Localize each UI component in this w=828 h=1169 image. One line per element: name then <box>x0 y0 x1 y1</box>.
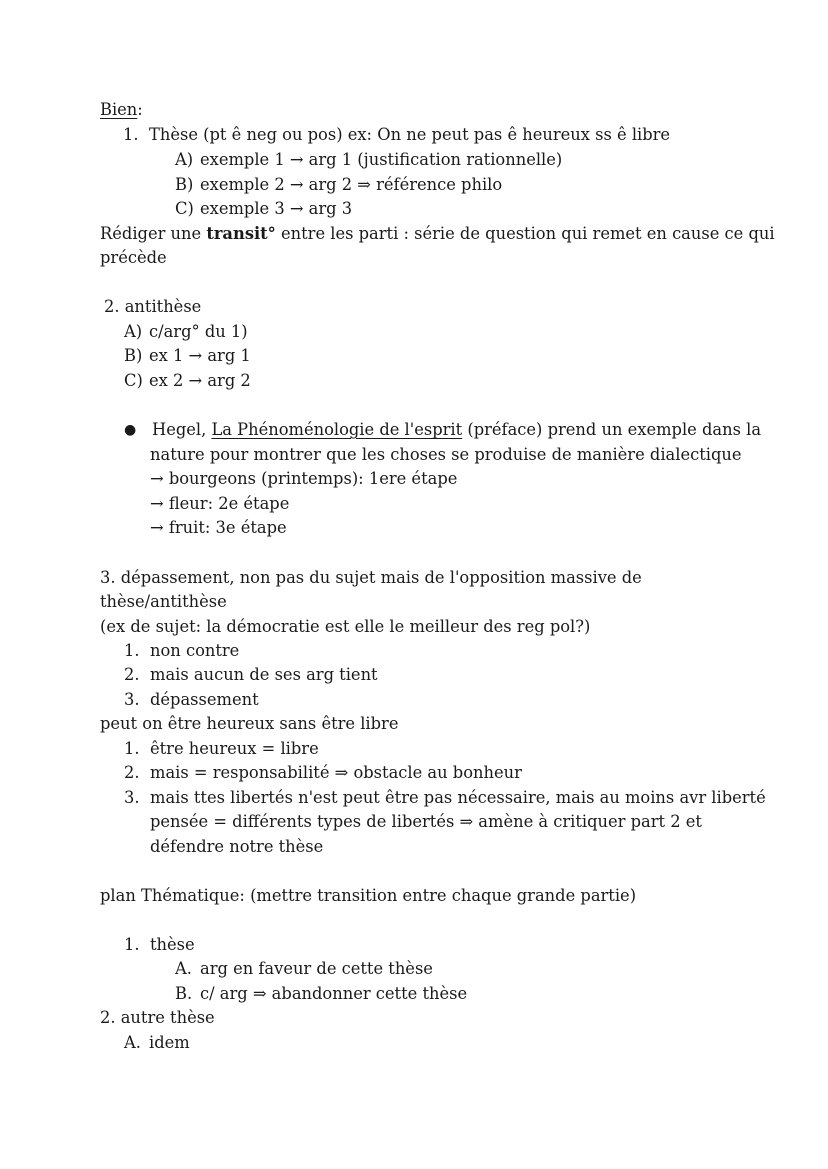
list-marker: A. <box>124 1033 141 1052</box>
list-item <box>124 763 522 783</box>
hegel-step: → fruit: 3e étape <box>150 518 287 537</box>
list-item <box>124 935 195 955</box>
depassement-line1: 3. dépassement, non pas du sujet mais de l'opposition massive de <box>100 568 642 587</box>
paragraph-rediger-line2: précède <box>100 248 167 267</box>
list-marker: A) <box>175 150 194 169</box>
list-item <box>124 641 239 661</box>
list-item <box>124 371 251 391</box>
list-marker: 1. <box>124 935 140 954</box>
text-run: entre les parti : série de question qui remet en cause ce qui <box>275 224 775 243</box>
list-item-text: Thèse (pt ê neg ou pos) ex: On ne peut pas ê heureux ss ê libre <box>149 125 671 144</box>
list-marker: 3. <box>124 690 140 709</box>
section-title-antithese: 2. antithèse <box>104 297 202 316</box>
list-item <box>124 665 378 685</box>
text-run: Hegel, <box>152 420 212 439</box>
list-item <box>123 125 670 145</box>
paragraph-rediger <box>100 224 775 244</box>
list-item-text: exemple 2 → arg 2 ⇒ référence philo <box>200 175 503 194</box>
list-item-continuation: pensée = différents types de libertés ⇒ amène à critiquer part 2 et <box>150 812 702 831</box>
list-item-text: c/ arg ⇒ abandonner cette thèse <box>200 984 468 1003</box>
list-item-text: exemple 1 → arg 1 (justification rationnelle) <box>200 150 563 169</box>
list-marker: C) <box>175 199 194 218</box>
list-marker: B) <box>124 346 143 365</box>
heading-colon: : <box>137 100 143 119</box>
sub-list-item <box>175 959 433 979</box>
list-marker: 2. <box>124 665 140 684</box>
sub-list-item <box>175 199 352 219</box>
list-item-text: être heureux = libre <box>150 739 319 758</box>
list-marker: B) <box>175 175 194 194</box>
list-marker: 2. <box>124 763 140 782</box>
text-run: Rédiger une <box>100 224 207 243</box>
plan-item-2: 2. autre thèse <box>100 1008 215 1027</box>
list-marker: A) <box>124 322 143 341</box>
list-item-text: mais = responsabilité ⇒ obstacle au bonheur <box>150 763 522 782</box>
depassement-example: (ex de sujet: la démocratie est elle le meilleur des reg pol?) <box>100 617 591 636</box>
list-item-text: exemple 3 → arg 3 <box>200 199 353 218</box>
list-marker: 3. <box>124 788 140 807</box>
list-marker: B. <box>175 984 193 1003</box>
list-item-text: non contre <box>150 641 240 660</box>
list-marker: 1. <box>124 641 140 660</box>
bullet-icon: ● <box>124 422 137 438</box>
list-item-text: thèse <box>150 935 195 954</box>
hegel-step: → bourgeons (printemps): 1ere étape <box>150 469 458 488</box>
list-item <box>124 322 248 342</box>
list-item <box>124 788 766 808</box>
list-marker: C) <box>124 371 143 390</box>
book-title: La Phénoménologie de l'esprit <box>211 420 463 439</box>
list-item <box>124 346 251 366</box>
bold-term: transit° <box>206 224 276 243</box>
list-item-text: dépassement <box>150 690 259 709</box>
list-item-text: c/arg° du 1) <box>149 322 248 341</box>
depassement-line2: thèse/antithèse <box>100 592 227 611</box>
sub-list-item <box>175 150 562 170</box>
sub-list-item <box>175 984 467 1004</box>
plan-title: plan Thématique: (mettre transition entre chaque grande partie) <box>100 886 637 905</box>
list-item-text: arg en faveur de cette thèse <box>200 959 433 978</box>
list-item-text: ex 2 → arg 2 <box>149 371 251 390</box>
heading-text: Bien <box>100 100 138 119</box>
bullet-item-hegel <box>124 420 761 441</box>
list-item-continuation: défendre notre thèse <box>150 837 324 856</box>
list-item-text: idem <box>149 1033 190 1052</box>
list-marker: A. <box>175 959 192 978</box>
list-item-text: mais ttes libertés n'est peut être pas nécessaire, mais au moins avr liberté <box>150 788 766 807</box>
hegel-step: → fleur: 2e étape <box>150 494 290 513</box>
sub-list-item <box>124 1033 190 1053</box>
text-run: (préface) prend un exemple dans la <box>462 420 762 439</box>
hegel-line2: nature pour montrer que les choses se produise de manière dialectique <box>150 445 742 464</box>
question-line: peut on être heureux sans être libre <box>100 714 399 733</box>
list-item-text: ex 1 → arg 1 <box>149 346 251 365</box>
heading-bien <box>100 100 143 120</box>
list-marker: 1. <box>123 125 139 144</box>
list-item <box>124 690 259 710</box>
list-item-text: mais aucun de ses arg tient <box>150 665 378 684</box>
sub-list-item <box>175 175 502 195</box>
list-item <box>124 739 319 759</box>
list-marker: 1. <box>124 739 140 758</box>
